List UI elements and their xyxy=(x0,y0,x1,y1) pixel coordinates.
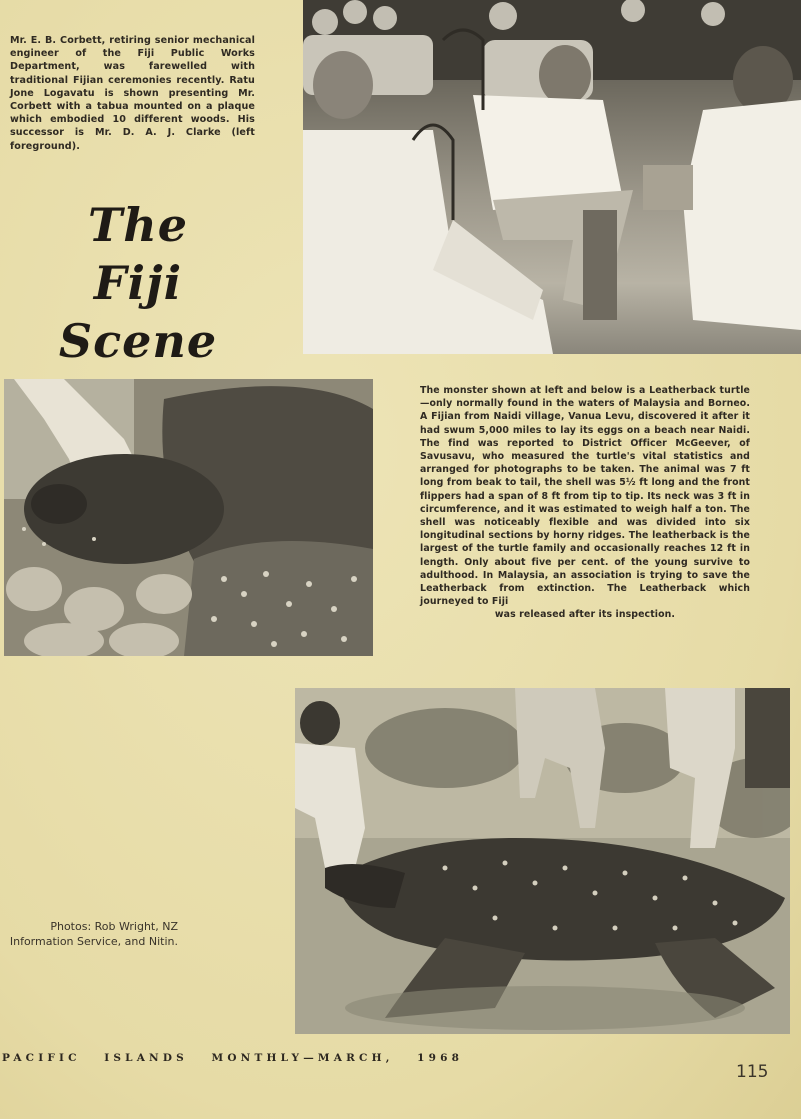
credits-line-1: Photos: Rob Wright, NZ xyxy=(50,920,178,933)
title-line-1: The Fiji xyxy=(88,198,188,310)
ceremony-photo xyxy=(303,0,801,354)
ceremony-caption: Mr. E. B. Corbett, retiring senior mechanical engineer of the Fiji Public Works Department, was farewelled with traditional Fijian ceremonies recently. Ratu Jone Logavatu is shown presenting Mr. Corbett with a tabua mounted on a plaque which embodied 10 different woods. His successor is Mr. D. A. J. Clarke (left foreground). xyxy=(10,35,255,152)
turtle-caption xyxy=(420,384,750,622)
turtle-head-art xyxy=(4,379,373,656)
credits-line-2: Information Service, and Nitin. xyxy=(9,935,178,948)
turtle-head-photo xyxy=(4,379,373,656)
title-line-2: Scene xyxy=(58,314,218,368)
turtle-caption-body: The monster shown at left and below is a Leatherback turtle—only normally found in the waters of Malaysia and Borneo. A Fijian from Naidi village, Vanua Levu, discovered it after it had swum 5,000 miles to lay its eggs on a beach near Naidi. The find was reported to District Officer McGeever, of Savusavu, who measured the turtle's vital statistics and arranged for photographs to be taken. The animal was 7 ft long from beak to tail, the shell was 5½ ft long and the front flippers had a span of 8 ft from tip to tip. Its neck was 3 ft in circumference, and it was estimated to weigh half a ton. The shell was noticeably flexible and was divided into six longitudinal sections by horny ridges. The leatherback is the largest of the turtle family and occasionally reaches 12 ft in length. Only about five per cent. of the young survive to adulthood. In Malaysia, an association is trying to save the Leatherback from extinction. The Leatherback which journeyed to Fiji xyxy=(420,385,750,608)
turtle-full-art xyxy=(295,688,790,1034)
publication-footer: PACIFIC ISLANDS MONTHLY—MARCH, 1968 xyxy=(2,1052,464,1064)
page-title xyxy=(48,196,228,370)
turtle-full-photo xyxy=(295,688,790,1034)
ceremony-photo-art xyxy=(303,0,801,354)
turtle-caption-last-line: was released after its inspection. xyxy=(494,609,676,621)
photo-credits xyxy=(0,919,178,949)
page-number: 115 xyxy=(736,1062,769,1082)
